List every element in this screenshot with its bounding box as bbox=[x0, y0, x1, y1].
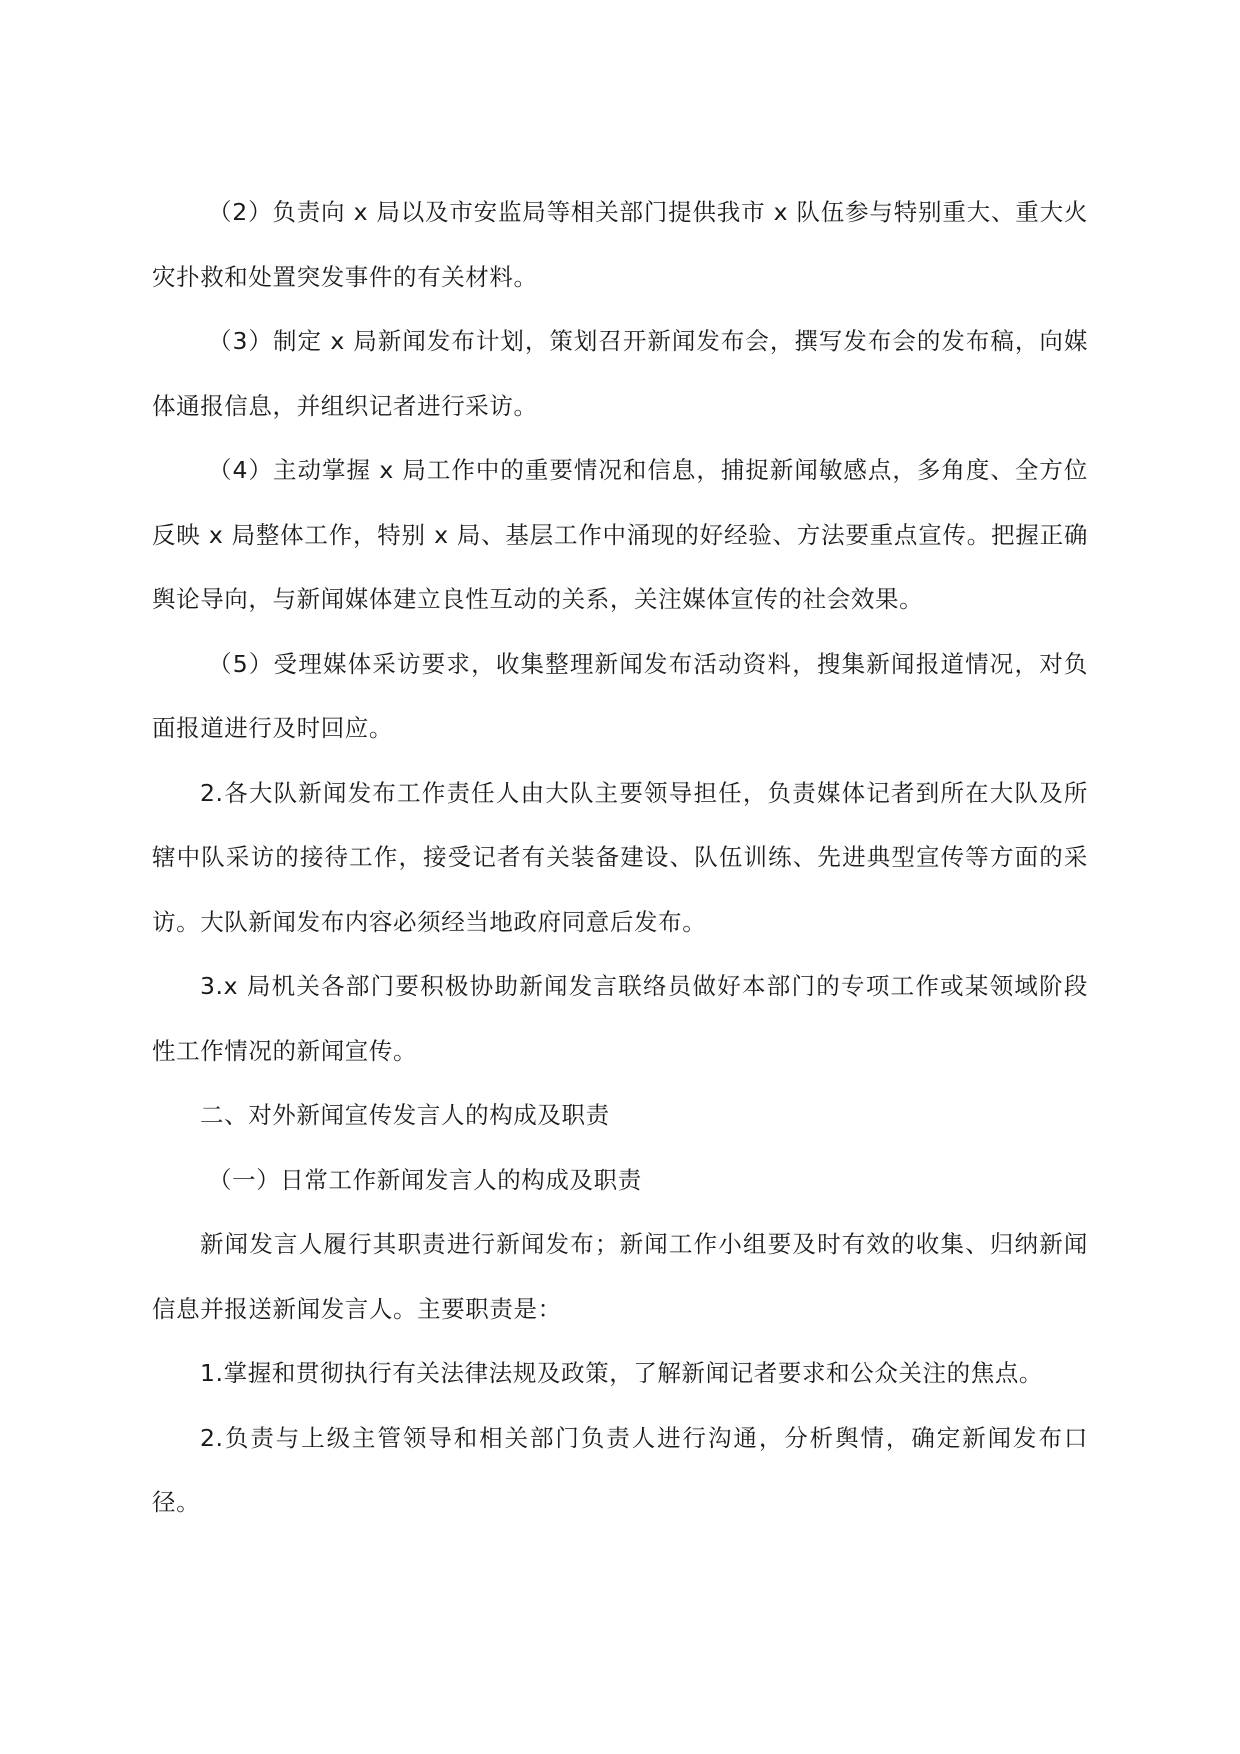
section-heading-2: 二、对外新闻宣传发言人的构成及职责 bbox=[200, 1101, 610, 1129]
paragraph-duty-2: 2.负责与上级主管领导和相关部门负责人进行沟通，分析舆情，确定新闻发布口径。 bbox=[152, 1423, 1088, 1516]
paragraph-section-3: 3.x 局机关各部门要积极协助新闻发言联络员做好本部门的专项工作或某领域阶段性工作情况的新闻宣传。 bbox=[152, 972, 1088, 1065]
paragraph-duty-1: 1.掌握和贯彻执行有关法律法规及政策，了解新闻记者要求和公众关注的焦点。 bbox=[200, 1359, 1044, 1387]
paragraph-item-2: （2）负责向 x 局以及市安监局等相关部门提供我市 x 队伍参与特别重大、重大火灾扑救和处置突发事件的有关材料。 bbox=[152, 198, 1088, 291]
paragraph-item-4: （4）主动掌握 x 局工作中的重要情况和信息，捕捉新闻敏感点，多角度、全方位反映 x 局整体工作，特别 x 局、基层工作中涌现的好经验、方法要重点宣传。把握正确舆论导向，与新闻媒体建立良性互动的关系，关注媒体宣传的社会效果。 bbox=[152, 456, 1088, 613]
paragraph-item-3: （3）制定 x 局新闻发布计划，策划召开新闻发布会，撰写发布会的发布稿，向媒体通报信息，并组织记者进行采访。 bbox=[152, 327, 1088, 420]
paragraph-section-2: 2.各大队新闻发布工作责任人由大队主要领导担任，负责媒体记者到所在大队及所辖中队采访的接待工作，接受记者有关装备建设、队伍训练、先进典型宣传等方面的采访。大队新闻发布内容必须经当地政府同意后发布。 bbox=[152, 778, 1088, 936]
subsection-heading-1: （一）日常工作新闻发言人的构成及职责 bbox=[208, 1165, 642, 1194]
paragraph-item-5: （5）受理媒体采访要求，收集整理新闻发布活动资料，搜集新闻报道情况，对负面报道进行及时回应。 bbox=[152, 649, 1088, 742]
paragraph-intro: 新闻发言人履行其职责进行新闻发布；新闻工作小组要及时有效的收集、归纳新闻信息并报送新闻发言人。主要职责是： bbox=[152, 1230, 1088, 1323]
document-body bbox=[152, 180, 1088, 1535]
